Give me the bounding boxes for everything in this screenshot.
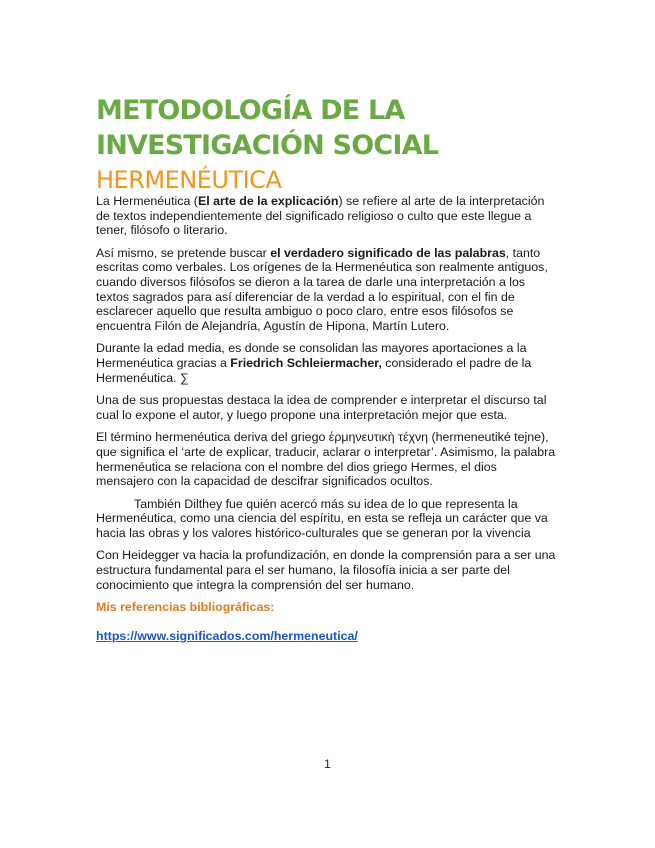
section-heading: HERMENÉUTICA <box>96 166 282 194</box>
document-body <box>96 93 558 645</box>
document-title: METODOLOGÍA DE LA INVESTIGACIÓN SOCIAL <box>96 95 439 161</box>
paragraph-definition <box>96 194 558 238</box>
text-run: considerado el padre de la Hermenéutica. ∑ <box>96 355 532 385</box>
reference-link[interactable]: https://www.significados.com/hermeneutica/ <box>96 629 358 644</box>
text-run: La Hermenéutica ( <box>96 194 198 208</box>
paragraph-proposals: Una de sus propuestas destaca la idea de comprender e interpretar el discurso tal cual lo expone el autor, y luego propone una interpretación mejor que esta. <box>96 393 547 422</box>
references-heading: Mis referencias bibliográficas: <box>96 600 275 615</box>
page-number: 1 <box>324 757 331 771</box>
paragraph-heidegger: Con Heidegger va hacia la profundización, en donde la comprensión para a ser una estructura fundamental para el ser humano, la filosofía inicia a ser parte del conocimiento que integra la comprensión del ser humano. <box>96 548 556 592</box>
bold-phrase: El arte de la explicación <box>197 194 339 208</box>
paragraph-origins <box>96 246 558 334</box>
paragraph-etymology: El término hermenéutica deriva del griego ἑρμηνευτικὴ τέχνη (hermeneutiké tejne), que significa el ‘arte de explicar, traducir, aclarar o interpretar’. Asimismo, la palabra hermenéutica se relaciona con el nombre del dios griego Hermes, el dios mensajero con la capacidad de descifrar significados ocultos. <box>96 430 556 489</box>
paragraph-dilthey: También Dilthey fue quién acercó más su idea de lo que representa la Hermenéutica, como una ciencia del espíritu, en esta se refleja un carácter que va hacia las obras y los valores histórico-culturales que se generan por la vivencia <box>96 496 548 540</box>
text-run: ) se refiere al arte de la interpretación de textos independientemente del significado religioso o culto que este llegue a tener, filósofo o literario. <box>96 194 545 238</box>
text-run: , tanto escritas como verbales. Los orígenes de la Hermenéutica son realmente antiguos, cuando diversos filósofos se dieron a la tarea de darle una interpretación a los textos sagrados para así diferenciar de la verdad a lo espiritual, con el fin de esclarecer aquello que resulta ambiguo o poco claro, entre esos filósofos se encuentra Filón de Alejandría, Agustín de Hipona, Martín Lutero. <box>96 245 548 333</box>
bold-phrase: Friedrich Schleiermacher, <box>230 355 382 370</box>
text-run: Así mismo, se pretende buscar <box>96 245 271 260</box>
bold-phrase: el verdadero significado de las palabras <box>270 245 506 260</box>
paragraph-middle-ages <box>96 341 558 385</box>
text-run: Durante la edad media, es donde se consolidan las mayores aportaciones a la Hermenéutica gracias a <box>96 341 527 370</box>
